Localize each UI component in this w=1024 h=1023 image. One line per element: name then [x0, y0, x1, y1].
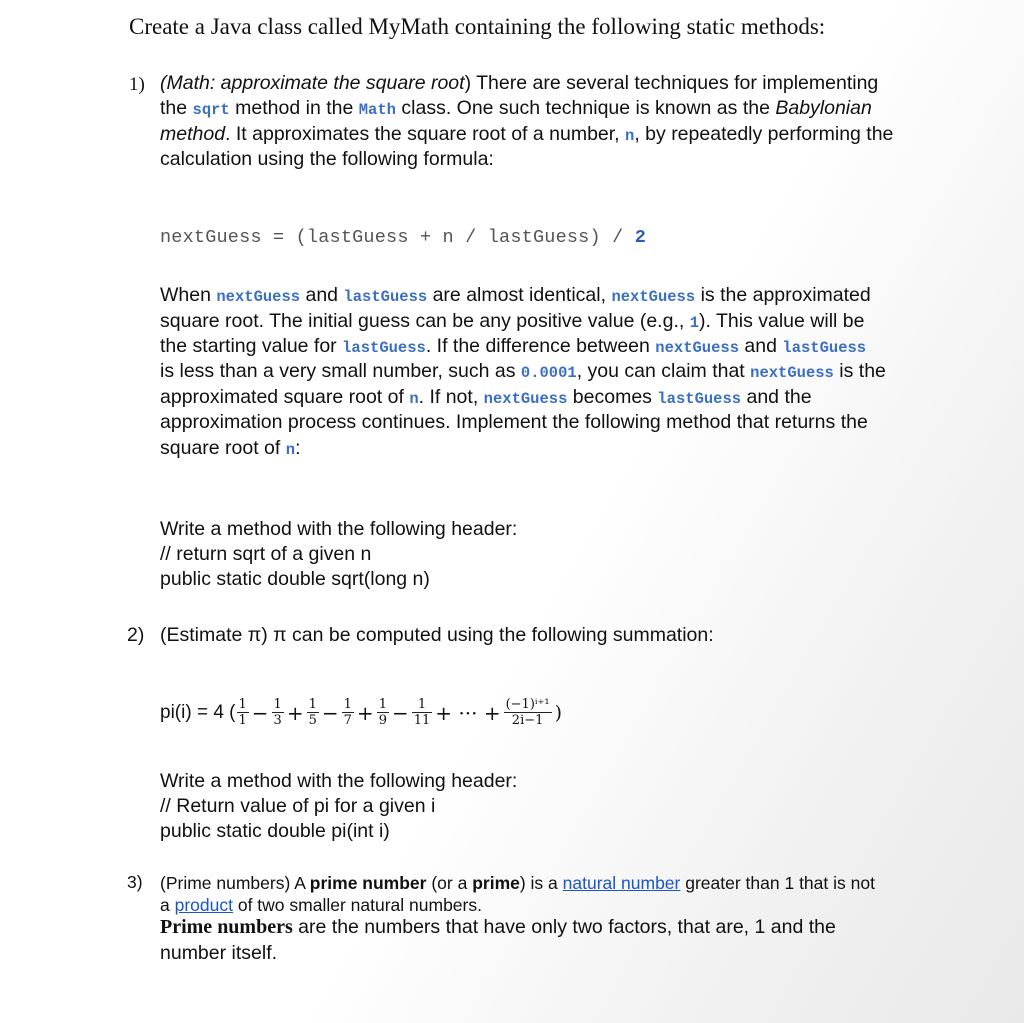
q2-header-line-1: Write a method with the following header: [160, 770, 518, 792]
q2-number: 2) [127, 624, 145, 646]
fraction-general-term: $\frac{\text{(−1)ⁱ⁺¹}}{2i-1}$ [505, 697, 550, 728]
natural-number-link[interactable]: natural number [562, 873, 681, 893]
fraction: $\frac{1}{7}$ [343, 697, 352, 728]
q1-header-line-2: // return sqrt of a given n [160, 543, 372, 565]
q2-intro: (Estimate π) π can be computed using the following summation: [160, 624, 714, 646]
page-title: Create a Java class called MyMath containing the following static methods: [129, 14, 826, 39]
fraction: $\frac{1}{1}$ [238, 697, 247, 728]
q1-line-2: the sqrt method in the Math class. One such technique is known as the Babylonian [160, 97, 872, 119]
q1-italic-title: (Math: approximate the square root [160, 72, 465, 94]
q1-line-1: (Math: approximate the square root) There are several techniques for implementing [160, 72, 879, 94]
q1-p2-line-3: the starting value for lastGuess. If the difference between nextGuess and lastGuess [160, 335, 867, 357]
q2-header-line-2: // Return value of pi for a given i [160, 795, 436, 817]
q1-header-line-3: public static double sqrt(long n) [160, 568, 430, 590]
product-link[interactable]: product [174, 895, 233, 915]
code-math: Math [358, 101, 396, 119]
q1-p2-line-1: When nextGuess and lastGuess are almost identical, nextGuess is the approximated [160, 284, 871, 306]
q3-line-3: Prime numbers are the numbers that have only two factors, that are, 1 and the [160, 916, 836, 938]
q1-p2-line-5: approximated square root of n. If not, nextGuess becomes lastGuess and the [160, 386, 812, 408]
q1-p2-line-4: is less than a very small number, such as 0.0001, you can claim that nextGuess is the [160, 360, 886, 382]
q1-number: 1) [129, 74, 145, 95]
code-n: n [625, 127, 635, 145]
fraction: $\frac{1}{3}$ [273, 697, 282, 728]
q1-line-3: method. It approximates the square root of a number, n, by repeatedly performing the [160, 123, 894, 145]
q1-header-line-1: Write a method with the following header: [160, 518, 518, 540]
q3-line-2: a product of two smaller natural numbers. [160, 895, 482, 915]
pi-formula: pi(i) = 4 ( $\frac{1}{1}$ − $\frac{1}{3}$ + $\frac{1}{5}$ − $\frac{1}{7}$ + $\frac{1}{9}$ − $\frac{1}{11}$ + ··· + $\frac{\text{(−1)ⁱ⁺¹}}{2i-1}$ ) [160, 697, 563, 728]
q2-header-line-3: public static double pi(int i) [160, 820, 390, 842]
q1-p2-line-2: square root. The initial guess can be any positive value (e.g., 1). This value will be [160, 310, 865, 332]
fraction: $\frac{1}{9}$ [378, 697, 387, 728]
code-sqrt: sqrt [192, 101, 230, 119]
fraction: $\frac{1}{5}$ [308, 697, 317, 728]
q1-p2-line-6: approximation process continues. Implement the following method that returns the [160, 411, 868, 433]
q3-line-4: number itself. [160, 942, 278, 964]
fraction: $\frac{1}{11}$ [413, 697, 431, 728]
babylonian-formula: nextGuess = (lastGuess + n / lastGuess) / 2 [160, 227, 646, 248]
q3-line-1: (Prime numbers) A prime number (or a prime) is a natural number greater than 1 that is not [160, 873, 875, 893]
q1-p2-line-7: square root of n: [160, 437, 301, 459]
q3-number: 3) [127, 872, 143, 892]
q1-line-4: calculation using the following formula: [160, 148, 494, 170]
